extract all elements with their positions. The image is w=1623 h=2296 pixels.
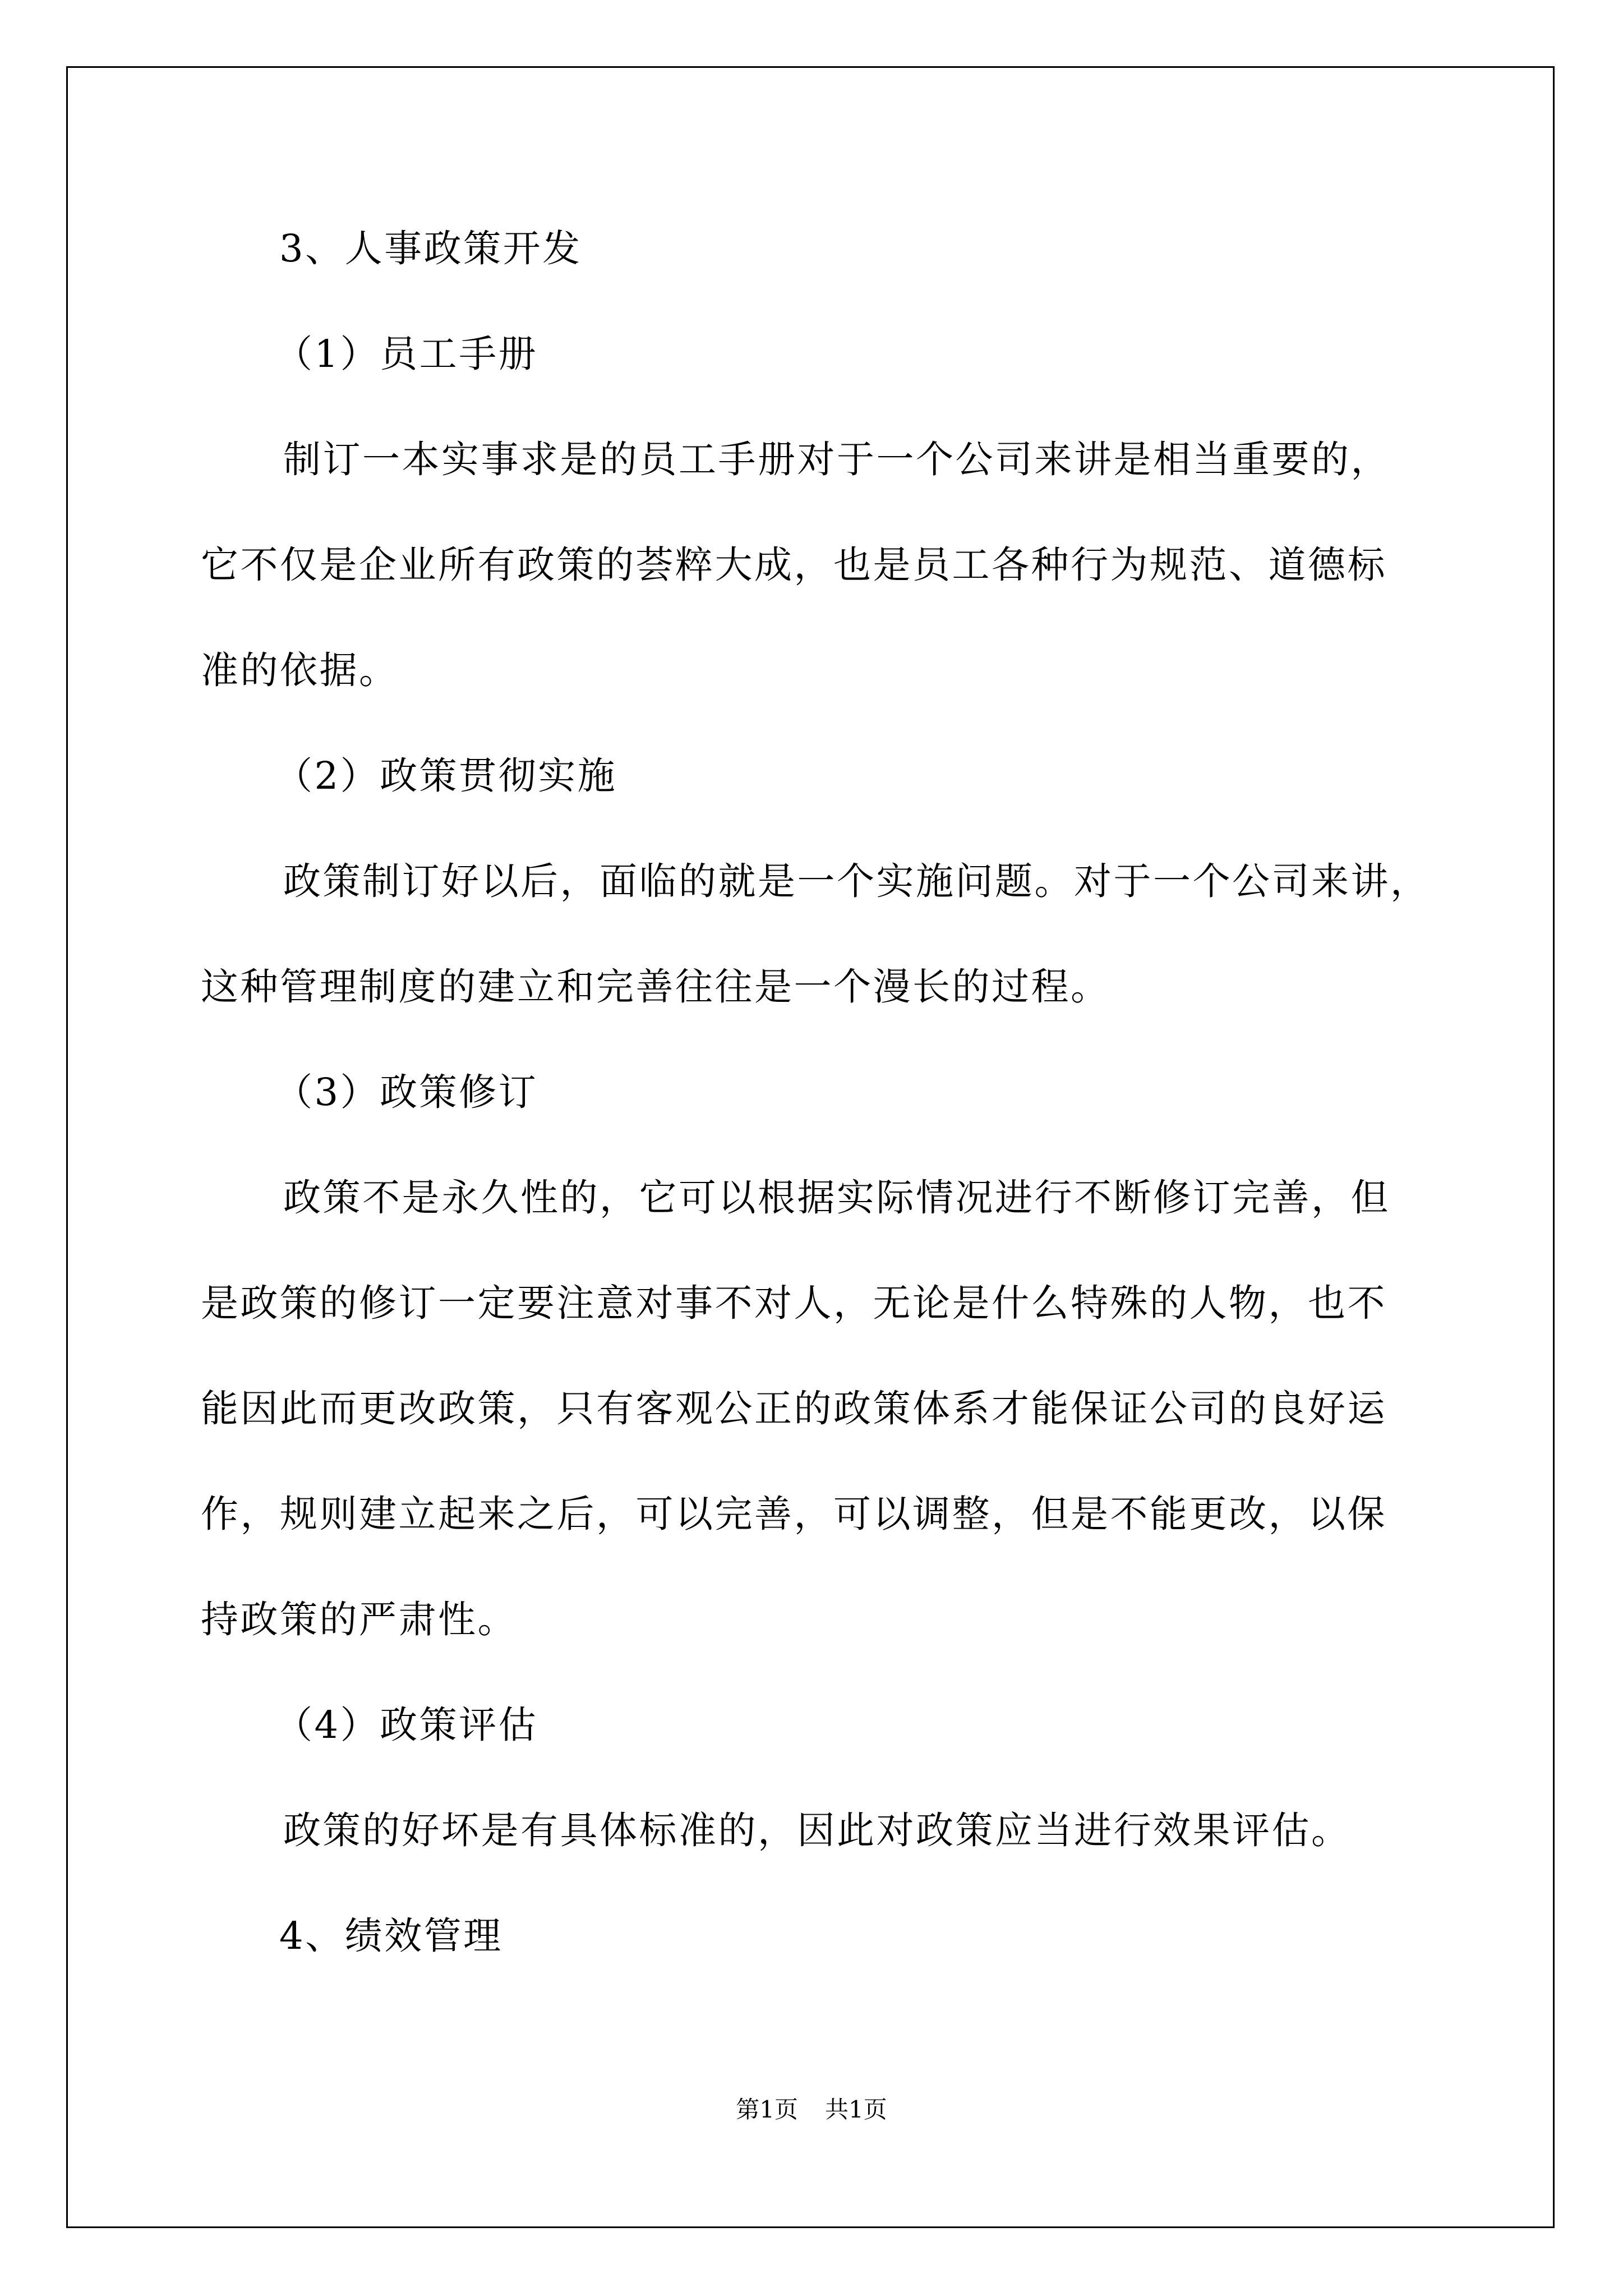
paragraph-line: 这种管理制度的建立和完善往往是一个漫长的过程。 bbox=[201, 965, 1110, 1009]
section-heading: 4、绩效管理 bbox=[279, 1914, 503, 1958]
page-total: 共1页 bbox=[825, 2096, 887, 2123]
paragraph-line: 能因此而更改政策，只有客观公正的政策体系才能保证公司的良好运 bbox=[201, 1387, 1387, 1430]
page-number: 第1页 bbox=[736, 2096, 798, 2123]
paragraph-line: 准的依据。 bbox=[201, 648, 399, 692]
paragraph-line: 政策不是永久性的，它可以根据实际情况进行不断修订完善，但 bbox=[283, 1176, 1390, 1220]
paragraph-line: 制订一本实事求是的员工手册对于一个公司来讲是相当重要的， bbox=[283, 438, 1390, 481]
subsection-heading: （2）政策贯彻实施 bbox=[275, 754, 617, 798]
section-heading: 3、人事政策开发 bbox=[279, 227, 582, 270]
paragraph-line: 作，规则建立起来之后，可以完善，可以调整，但是不能更改，以保 bbox=[201, 1492, 1387, 1536]
subsection-heading: （1）员工手册 bbox=[275, 332, 538, 376]
paragraph-line: 是政策的修订一定要注意对事不对人，无论是什么特殊的人物，也不 bbox=[201, 1281, 1387, 1325]
subsection-heading: （4）政策评估 bbox=[275, 1703, 538, 1747]
paragraph-line: 持政策的严肃性。 bbox=[201, 1598, 517, 1641]
paragraph-line: 政策的好坏是有具体标准的，因此对政策应当进行效果评估。 bbox=[283, 1809, 1351, 1852]
paragraph-line: 政策制订好以后，面临的就是一个实施问题。对于一个公司来讲， bbox=[283, 859, 1430, 903]
page-footer bbox=[0, 2098, 1623, 2122]
paragraph-line: 它不仅是企业所有政策的荟粹大成，也是员工各种行为规范、道德标 bbox=[201, 543, 1387, 587]
page-border bbox=[66, 66, 1555, 2228]
subsection-heading: （3）政策修订 bbox=[275, 1070, 538, 1114]
